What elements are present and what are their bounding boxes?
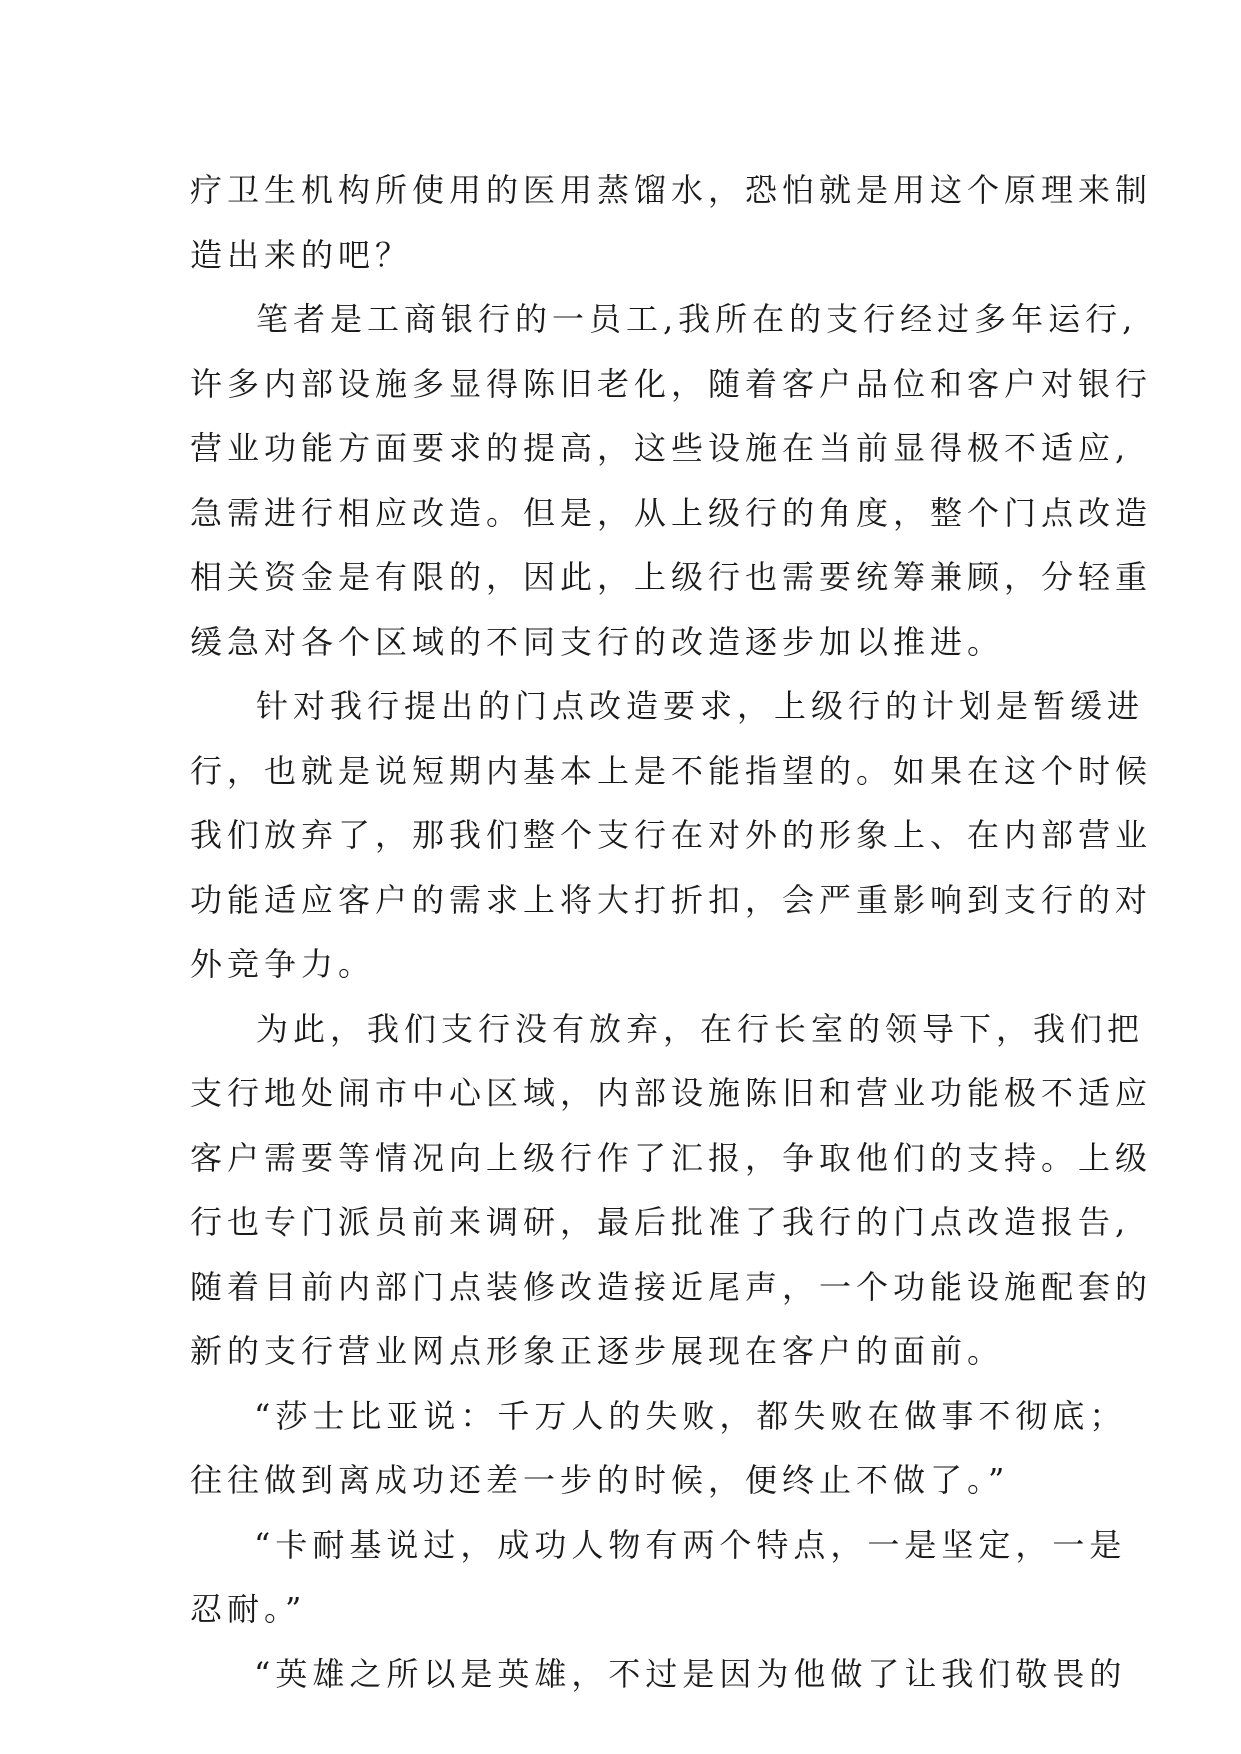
text-line: 支行地处闹市中心区域，内部设施陈旧和营业功能极不适应: [190, 1074, 1153, 1112]
text-line: 许多内部设施多显得陈旧老化，随着客户品位和客户对银行: [190, 364, 1153, 403]
text-line: 新的支行营业网点形象正逐步展现在客户的面前。: [190, 1332, 1005, 1370]
text-line: 外竞争力。: [190, 945, 376, 983]
text-line: 随着目前内部门点装修改造接近尾声，一个功能设施配套的: [190, 1267, 1153, 1306]
text-line: 往往做到离成功还差一步的时候，便终止不做了。”: [190, 1461, 1010, 1499]
text-line: 急需进行相应改造。但是，从上级行的角度，整个门点改造: [190, 493, 1153, 532]
text-line: 营业功能方面要求的提高，这些设施在当前显得极不适应,: [190, 429, 1131, 467]
quote-first-line: “莎士比亚说：千万人的失败，都失败在做事不彻底；: [254, 1396, 1127, 1435]
paragraph-first-line: 笔者是工商银行的一员工,我所在的支行经过多年运行,: [256, 300, 1138, 338]
paragraph-first-line: 针对我行提出的门点改造要求，上级行的计划是暂缓进: [256, 687, 1145, 725]
text-line: 客户需要等情况向上级行作了汇报，争取他们的支持。上级: [190, 1138, 1153, 1177]
paragraph-first-line: 为此，我们支行没有放弃，在行长室的领导下，我们把: [256, 1009, 1145, 1048]
text-line: 缓急对各个区域的不同支行的改造逐步加以推进。: [190, 622, 1005, 661]
text-line: 我们放弃了，那我们整个支行在对外的形象上、在内部营业: [190, 816, 1153, 854]
text-line: 疗卫生机构所使用的医用蒸馏水，恐怕就是用这个原理来制: [190, 171, 1153, 209]
text-line: 相关资金是有限的，因此，上级行也需要统筹兼顾，分轻重: [190, 558, 1153, 596]
text-line: 忍耐。”: [190, 1590, 307, 1628]
text-line: 功能适应客户的需求上将大打折扣，会严重影响到支行的对: [190, 880, 1153, 919]
text-line: 行也专门派员前来调研，最后批准了我行的门点改造报告,: [190, 1203, 1131, 1241]
text-line: 造出来的吧？: [190, 235, 413, 274]
body-text: [190, 158, 1153, 1706]
text-line: 行，也就是说短期内基本上是不能指望的。如果在这个时候: [190, 751, 1153, 790]
quote-first-line: “英雄之所以是英雄，不过是因为他做了让我们敬畏的: [254, 1654, 1127, 1693]
quote-first-line: “卡耐基说过，成功人物有两个特点，一是坚定，一是: [254, 1525, 1127, 1564]
